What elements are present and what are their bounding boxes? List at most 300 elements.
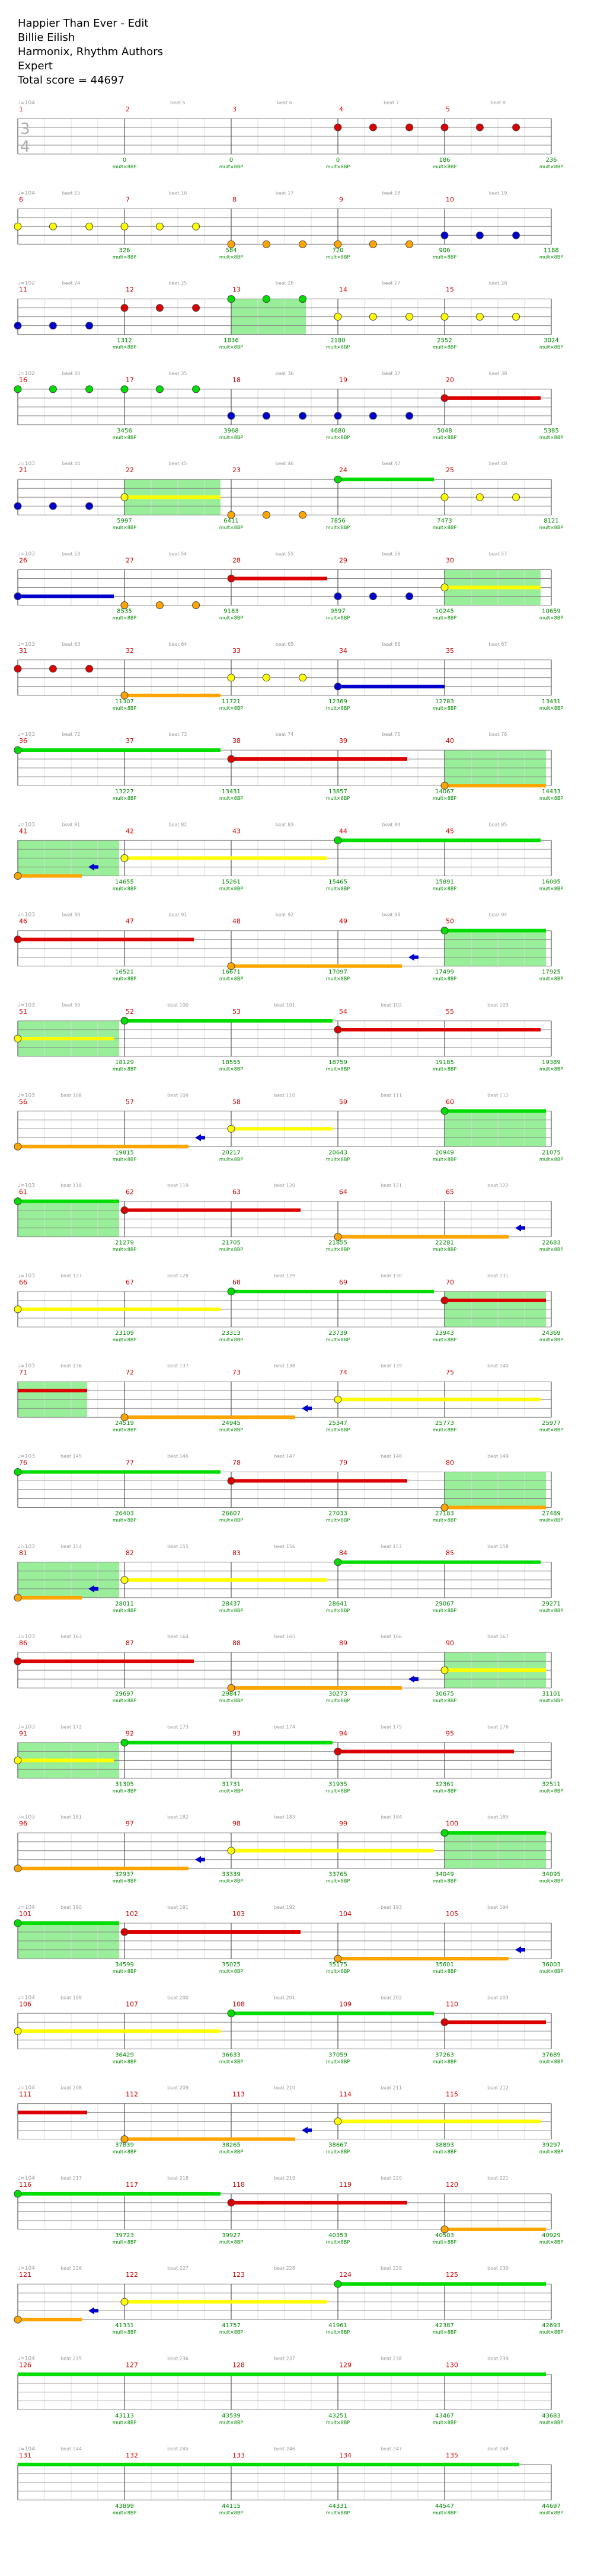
score-value: 31101	[542, 1691, 561, 1698]
measure-number: 115	[446, 2090, 458, 2098]
note-gem	[14, 746, 21, 754]
note-gem	[369, 241, 376, 248]
score-value: 13431	[222, 789, 241, 796]
score-value: 29847	[222, 1691, 241, 1698]
note-gem	[369, 593, 376, 600]
multiplier-label: mult×8BP	[539, 796, 564, 802]
measure-number: 102	[126, 1910, 138, 1918]
measure-number: 121	[19, 2271, 31, 2279]
score-value: 21855	[328, 1239, 347, 1247]
score-value: 43683	[542, 2412, 561, 2420]
multiplier-label: mult×8BP	[325, 1427, 350, 1433]
note-gem	[14, 1198, 21, 1205]
tempo-marker: ♩=103	[18, 1724, 35, 1731]
sustain-bar	[18, 2318, 82, 2321]
measure-number: 98	[232, 1819, 241, 1828]
beat-count: beat 44	[62, 461, 81, 467]
measure-number: 11	[19, 286, 27, 294]
multiplier-label: mult×8BP	[325, 2420, 350, 2426]
score-value: 13857	[328, 789, 347, 796]
multiplier-label: mult×8BP	[432, 1788, 457, 1794]
note-gem	[14, 665, 21, 672]
beat-count: beat 230	[487, 2266, 509, 2271]
sustain-bar	[18, 1659, 194, 1663]
beat-count: beat 76	[488, 732, 507, 738]
note-gem	[441, 584, 448, 591]
note-gem	[369, 124, 376, 131]
sustain-bar	[445, 784, 546, 787]
tempo-marker: ♩=103	[18, 1363, 35, 1370]
measure-number: 72	[126, 1369, 134, 1377]
note-gem	[14, 322, 21, 329]
score-value: 16095	[542, 879, 561, 886]
measure-number: 100	[446, 1819, 458, 1828]
beat-count: beat 72	[62, 732, 81, 738]
multiplier-label: mult×8BP	[219, 2510, 244, 2516]
score-value: 37689	[542, 2052, 561, 2059]
blue-arrow-tail	[307, 1406, 312, 1410]
score-value: 14067	[435, 789, 454, 796]
multiplier-label: mult×8BP	[432, 1517, 457, 1523]
multiplier-label: mult×8BP	[219, 886, 244, 892]
score-value: 34095	[542, 1871, 561, 1878]
blue-arrow-tail	[307, 2129, 312, 2132]
note-gem	[228, 575, 235, 582]
multiplier-label: mult×8BP	[112, 434, 137, 440]
beat-count: beat 219	[274, 2175, 295, 2181]
multiplier-label: mult×8BP	[112, 164, 137, 169]
measure-number: 58	[232, 1098, 241, 1106]
note-gem	[14, 872, 21, 879]
score-value: 24945	[222, 1420, 241, 1427]
beat-count: beat 19	[488, 190, 507, 196]
measure-number: 122	[126, 2271, 138, 2279]
sustain-bar	[231, 1479, 407, 1483]
multiplier-label: mult×8BP	[432, 796, 457, 802]
score-value: 40353	[328, 2232, 347, 2239]
score-value: 17925	[542, 969, 561, 976]
sustain-bar	[124, 1930, 301, 1934]
measure-number: 101	[19, 1910, 31, 1918]
note-gem	[441, 1297, 448, 1304]
measure-number: 57	[126, 1098, 134, 1106]
note-gem	[299, 511, 306, 518]
sustain-bar	[338, 2120, 541, 2123]
score-value: 12369	[328, 698, 347, 705]
sustain-bar	[445, 586, 541, 589]
beat-count: beat 239	[487, 2356, 509, 2362]
sustain-bar	[445, 396, 541, 400]
score-value: 21279	[115, 1239, 134, 1247]
measure-number: 32	[126, 646, 134, 655]
note-gem	[49, 386, 56, 393]
note-gem	[334, 124, 341, 131]
sustain-bar	[231, 1686, 402, 1690]
measure-number: 117	[126, 2180, 138, 2189]
beat-count: beat 120	[274, 1183, 295, 1188]
blue-arrow-tail	[414, 1677, 418, 1681]
note-gem	[49, 502, 56, 510]
multiplier-label: mult×8BP	[432, 1607, 457, 1613]
multiplier-label: mult×8BP	[539, 1517, 564, 1523]
measure-number: 90	[446, 1639, 454, 1648]
score-value: 0	[122, 157, 127, 164]
score-value: 186	[439, 157, 451, 164]
note-gem	[121, 305, 128, 312]
measure-number: 69	[339, 1278, 347, 1286]
beat-count: beat 17	[275, 190, 294, 196]
score-value: 2180	[330, 337, 346, 344]
multiplier-label: mult×8BP	[325, 615, 350, 621]
blue-arrow-note	[408, 1675, 414, 1683]
multiplier-label: mult×8BP	[325, 434, 350, 440]
score-value: 34599	[115, 1962, 134, 1968]
measure-number: 46	[19, 917, 27, 925]
score-value: 12783	[435, 698, 454, 705]
beat-count: beat 148	[381, 1453, 402, 1459]
sustain-bar	[124, 2300, 327, 2303]
multiplier-label: mult×8BP	[539, 1878, 564, 1884]
beat-count: beat 7	[384, 100, 399, 105]
measure-number: 37	[126, 737, 134, 745]
multiplier-label: mult×8BP	[325, 164, 350, 169]
multiplier-label: mult×8BP	[112, 1698, 137, 1704]
beat-count: beat 137	[167, 1363, 189, 1369]
score-value: 22683	[542, 1239, 561, 1247]
beat-count: beat 74	[275, 732, 294, 738]
multiplier-label: mult×8BP	[325, 1878, 350, 1884]
measure-number: 1	[19, 105, 23, 113]
sustain-bar	[124, 2138, 295, 2141]
note-gem	[228, 1125, 235, 1132]
beat-count: beat 193	[381, 1905, 402, 1910]
score-value: 0	[336, 157, 340, 164]
score-value: 37059	[328, 2052, 347, 2059]
sustain-bar	[18, 874, 82, 877]
beat-count: beat 228	[274, 2266, 295, 2271]
score-value: 18555	[222, 1059, 241, 1066]
measure-number: 84	[339, 1549, 347, 1557]
measure-number: 55	[446, 1008, 454, 1015]
score-value: 8535	[117, 608, 132, 615]
measure-number: 13	[232, 286, 241, 294]
measure-number: 95	[446, 1729, 454, 1738]
multiplier-label: mult×8BP	[112, 796, 137, 802]
beat-count: beat 24	[62, 280, 81, 286]
note-gem	[49, 665, 56, 672]
beat-count: beat 221	[487, 2175, 509, 2181]
measure-number: 135	[446, 2451, 458, 2459]
multiplier-label: mult×8BP	[539, 2330, 564, 2335]
measure-number: 133	[232, 2451, 245, 2459]
sustain-bar	[18, 1867, 189, 1870]
note-gem	[513, 124, 520, 131]
note-gem	[193, 305, 200, 312]
beat-count: beat 45	[168, 461, 187, 467]
note-gem	[14, 502, 21, 510]
beat-count: beat 154	[60, 1543, 82, 1549]
beat-count: beat 83	[275, 822, 294, 828]
beat-count: beat 175	[381, 1724, 402, 1730]
note-gem	[441, 927, 448, 934]
measure-number: 97	[126, 1819, 134, 1828]
note-gem	[121, 223, 128, 230]
sustain-bar	[18, 2463, 519, 2466]
measure-number: 34	[339, 646, 347, 655]
score-value: 39723	[115, 2232, 134, 2239]
measure-number: 132	[126, 2451, 138, 2459]
note-gem	[476, 232, 483, 239]
multiplier-label: mult×8BP	[539, 705, 564, 711]
multiplier-label: mult×8BP	[112, 1878, 137, 1884]
sustain-bar	[18, 2192, 221, 2196]
multiplier-label: mult×8BP	[325, 1066, 350, 1072]
note-gem	[121, 1739, 128, 1746]
measure-number: 110	[446, 2000, 458, 2008]
measure-number: 17	[126, 376, 134, 384]
measure-number: 93	[232, 1729, 241, 1738]
multiplier-label: mult×8BP	[112, 2330, 137, 2335]
score-value: 22281	[435, 1239, 454, 1247]
measure-number: 91	[19, 1729, 27, 1738]
measure-number: 56	[19, 1098, 27, 1106]
measure-number: 53	[232, 1008, 241, 1015]
multiplier-label: mult×8BP	[325, 1517, 350, 1523]
beat-count: beat 247	[381, 2446, 402, 2452]
tempo-marker: ♩=102	[18, 280, 35, 287]
note-gem	[228, 674, 235, 681]
score-value: 31731	[222, 1781, 241, 1788]
measure-number: 116	[19, 2180, 31, 2189]
sustain-bar	[18, 938, 194, 941]
score-value: 38667	[328, 2142, 347, 2149]
score-value: 43899	[115, 2503, 134, 2510]
beat-count: beat 155	[167, 1543, 189, 1549]
multiplier-label: mult×8BP	[432, 525, 457, 531]
note-gem	[121, 1928, 128, 1936]
sustain-bar	[338, 1398, 541, 1401]
multiplier-label: mult×8BP	[325, 525, 350, 531]
beat-count: beat 244	[60, 2446, 82, 2452]
multiplier-label: mult×8BP	[112, 615, 137, 621]
beat-count: beat 140	[487, 1363, 509, 1369]
score-value: 36003	[542, 1962, 561, 1968]
multiplier-label: mult×8BP	[432, 1969, 457, 1974]
beat-count: beat 25	[168, 280, 187, 286]
multiplier-label: mult×8BP	[432, 1427, 457, 1433]
score-value: 236	[545, 157, 557, 164]
beat-count: beat 182	[167, 1814, 189, 1820]
measure-number: 54	[339, 1008, 347, 1015]
beat-count: beat 53	[62, 551, 81, 557]
multiplier-label: mult×8BP	[112, 1247, 137, 1252]
note-gem	[228, 296, 235, 303]
beat-count: beat 211	[381, 2085, 402, 2091]
beat-count: beat 202	[381, 1995, 402, 2001]
note-gem	[86, 386, 93, 393]
note-gem	[121, 854, 128, 861]
measure-number: 109	[339, 2000, 352, 2008]
note-gem	[406, 241, 413, 248]
beat-count: beat 174	[274, 1724, 295, 1730]
multiplier-label: mult×8BP	[432, 705, 457, 711]
song-charter: Harmonix, Rhythm Authors	[18, 46, 163, 58]
beat-count: beat 237	[274, 2356, 295, 2362]
measure-number: 87	[126, 1639, 134, 1648]
multiplier-label: mult×8BP	[219, 1247, 244, 1252]
score-value: 20217	[222, 1149, 241, 1156]
sustain-bar	[231, 1290, 434, 1293]
beat-count: beat 208	[60, 2085, 82, 2091]
multiplier-label: mult×8BP	[219, 434, 244, 440]
beat-count: beat 100	[167, 1002, 189, 1008]
tempo-marker: ♩=103	[18, 1634, 35, 1641]
score-value: 13431	[542, 698, 561, 705]
score-value: 21075	[542, 1149, 561, 1156]
score-value: 41331	[115, 2322, 134, 2330]
measure-number: 127	[126, 2361, 138, 2369]
measure-number: 35	[446, 646, 454, 655]
measure-number: 70	[446, 1278, 454, 1286]
measure-number: 48	[232, 917, 241, 925]
score-value: 5997	[117, 518, 132, 525]
score-value: 23943	[435, 1329, 454, 1337]
score-value: 15891	[435, 879, 454, 886]
score-value: 43467	[435, 2412, 454, 2420]
measure-number: 18	[232, 376, 241, 384]
beat-count: beat 93	[382, 912, 401, 918]
measure-number: 8	[232, 196, 237, 204]
measure-number: 106	[19, 2000, 31, 2008]
note-gem	[14, 1865, 21, 1872]
sustain-bar	[231, 965, 402, 968]
measure-number: 39	[339, 737, 347, 745]
measure-number: 38	[232, 737, 241, 745]
measure-number: 23	[232, 466, 241, 475]
sustain-bar	[18, 1308, 221, 1311]
score-value: 27183	[435, 1510, 454, 1517]
tempo-marker: ♩=103	[18, 1814, 35, 1821]
measure-number: 14	[339, 286, 347, 294]
beat-count: beat 103	[487, 1002, 509, 1008]
note-gem	[263, 674, 270, 681]
sustain-bar	[124, 1019, 333, 1023]
beat-count: beat 220	[381, 2175, 402, 2181]
sustain-bar	[231, 1127, 333, 1130]
multiplier-label: mult×8BP	[539, 976, 564, 982]
note-gem	[263, 241, 270, 248]
note-gem	[14, 936, 21, 943]
score-value: 17499	[435, 969, 454, 976]
score-value: 906	[439, 247, 451, 254]
note-gem	[228, 1847, 235, 1854]
note-gem	[86, 223, 93, 230]
sustain-bar	[338, 1028, 541, 1031]
multiplier-label: mult×8BP	[112, 1788, 137, 1794]
measure-number: 114	[339, 2090, 352, 2098]
multiplier-label: mult×8BP	[325, 344, 350, 350]
note-gem	[193, 386, 200, 393]
beat-count: beat 145	[60, 1453, 82, 1459]
note-gem	[441, 232, 448, 239]
sustain-bar	[124, 1415, 295, 1419]
tempo-marker: ♩=104	[18, 190, 35, 197]
measure-number: 86	[19, 1639, 27, 1648]
sustain-bar	[18, 1145, 189, 1148]
total-score: Total score = 44697	[18, 74, 124, 86]
note-gem	[121, 1207, 128, 1214]
sustain-bar	[445, 2228, 546, 2231]
multiplier-label: mult×8BP	[432, 2149, 457, 2155]
multiplier-label: mult×8BP	[219, 2420, 244, 2426]
tempo-marker: ♩=104	[18, 100, 35, 106]
beat-count: beat 226	[60, 2266, 82, 2271]
note-gem	[441, 1830, 448, 1837]
multiplier-label: mult×8BP	[325, 1788, 350, 1794]
score-value: 39297	[542, 2142, 561, 2149]
multiplier-label: mult×8BP	[432, 1337, 457, 1343]
score-value: 41961	[328, 2322, 347, 2330]
multiplier-label: mult×8BP	[325, 2510, 350, 2516]
blue-arrow-tail	[94, 1587, 98, 1591]
beat-count: beat 35	[168, 370, 187, 376]
note-gem	[406, 593, 413, 600]
beat-count: beat 65	[275, 641, 294, 647]
beat-count: beat 102	[381, 1002, 402, 1008]
note-gem	[263, 511, 270, 518]
measure-number: 52	[126, 1008, 134, 1015]
score-value: 27489	[542, 1510, 561, 1517]
note-gem	[263, 412, 270, 419]
beat-count: beat 127	[60, 1273, 82, 1279]
score-value: 9183	[223, 608, 239, 615]
measure-number: 104	[339, 1910, 352, 1918]
measure-number: 85	[446, 1549, 454, 1557]
note-gem	[334, 683, 341, 690]
multiplier-label: mult×8BP	[112, 1607, 137, 1613]
measure-number: 28	[232, 556, 241, 565]
measure-number: 134	[339, 2451, 352, 2459]
multiplier-label: mult×8BP	[219, 1878, 244, 1884]
tempo-marker: ♩=103	[18, 1183, 35, 1189]
note-gem	[369, 313, 376, 321]
measure-number: 83	[232, 1549, 241, 1557]
score-value: 35601	[435, 1962, 454, 1968]
note-gem	[334, 1396, 341, 1403]
score-value: 35175	[328, 1962, 347, 1968]
sustain-bar	[445, 1506, 546, 1510]
difficulty-label: Expert	[18, 60, 53, 72]
tempo-marker: ♩=103	[18, 822, 35, 828]
measure-number: 4	[339, 105, 343, 113]
measure-number: 33	[232, 646, 241, 655]
note-gem	[14, 2316, 21, 2323]
blue-arrow-tail	[200, 1858, 205, 1861]
note-gem	[14, 1143, 21, 1150]
note-gem	[14, 1658, 21, 1665]
blue-arrow-note	[408, 954, 414, 961]
sustain-bar	[338, 1235, 509, 1239]
multiplier-label: mult×8BP	[432, 615, 457, 621]
score-value: 24519	[115, 1420, 134, 1427]
multiplier-label: mult×8BP	[539, 1156, 564, 1162]
beat-count: beat 48	[488, 461, 507, 467]
multiplier-label: mult×8BP	[325, 2059, 350, 2065]
score-value: 38893	[435, 2142, 454, 2149]
multiplier-label: mult×8BP	[325, 976, 350, 982]
measure-number: 80	[446, 1459, 454, 1467]
multiplier-label: mult×8BP	[112, 1969, 137, 1974]
